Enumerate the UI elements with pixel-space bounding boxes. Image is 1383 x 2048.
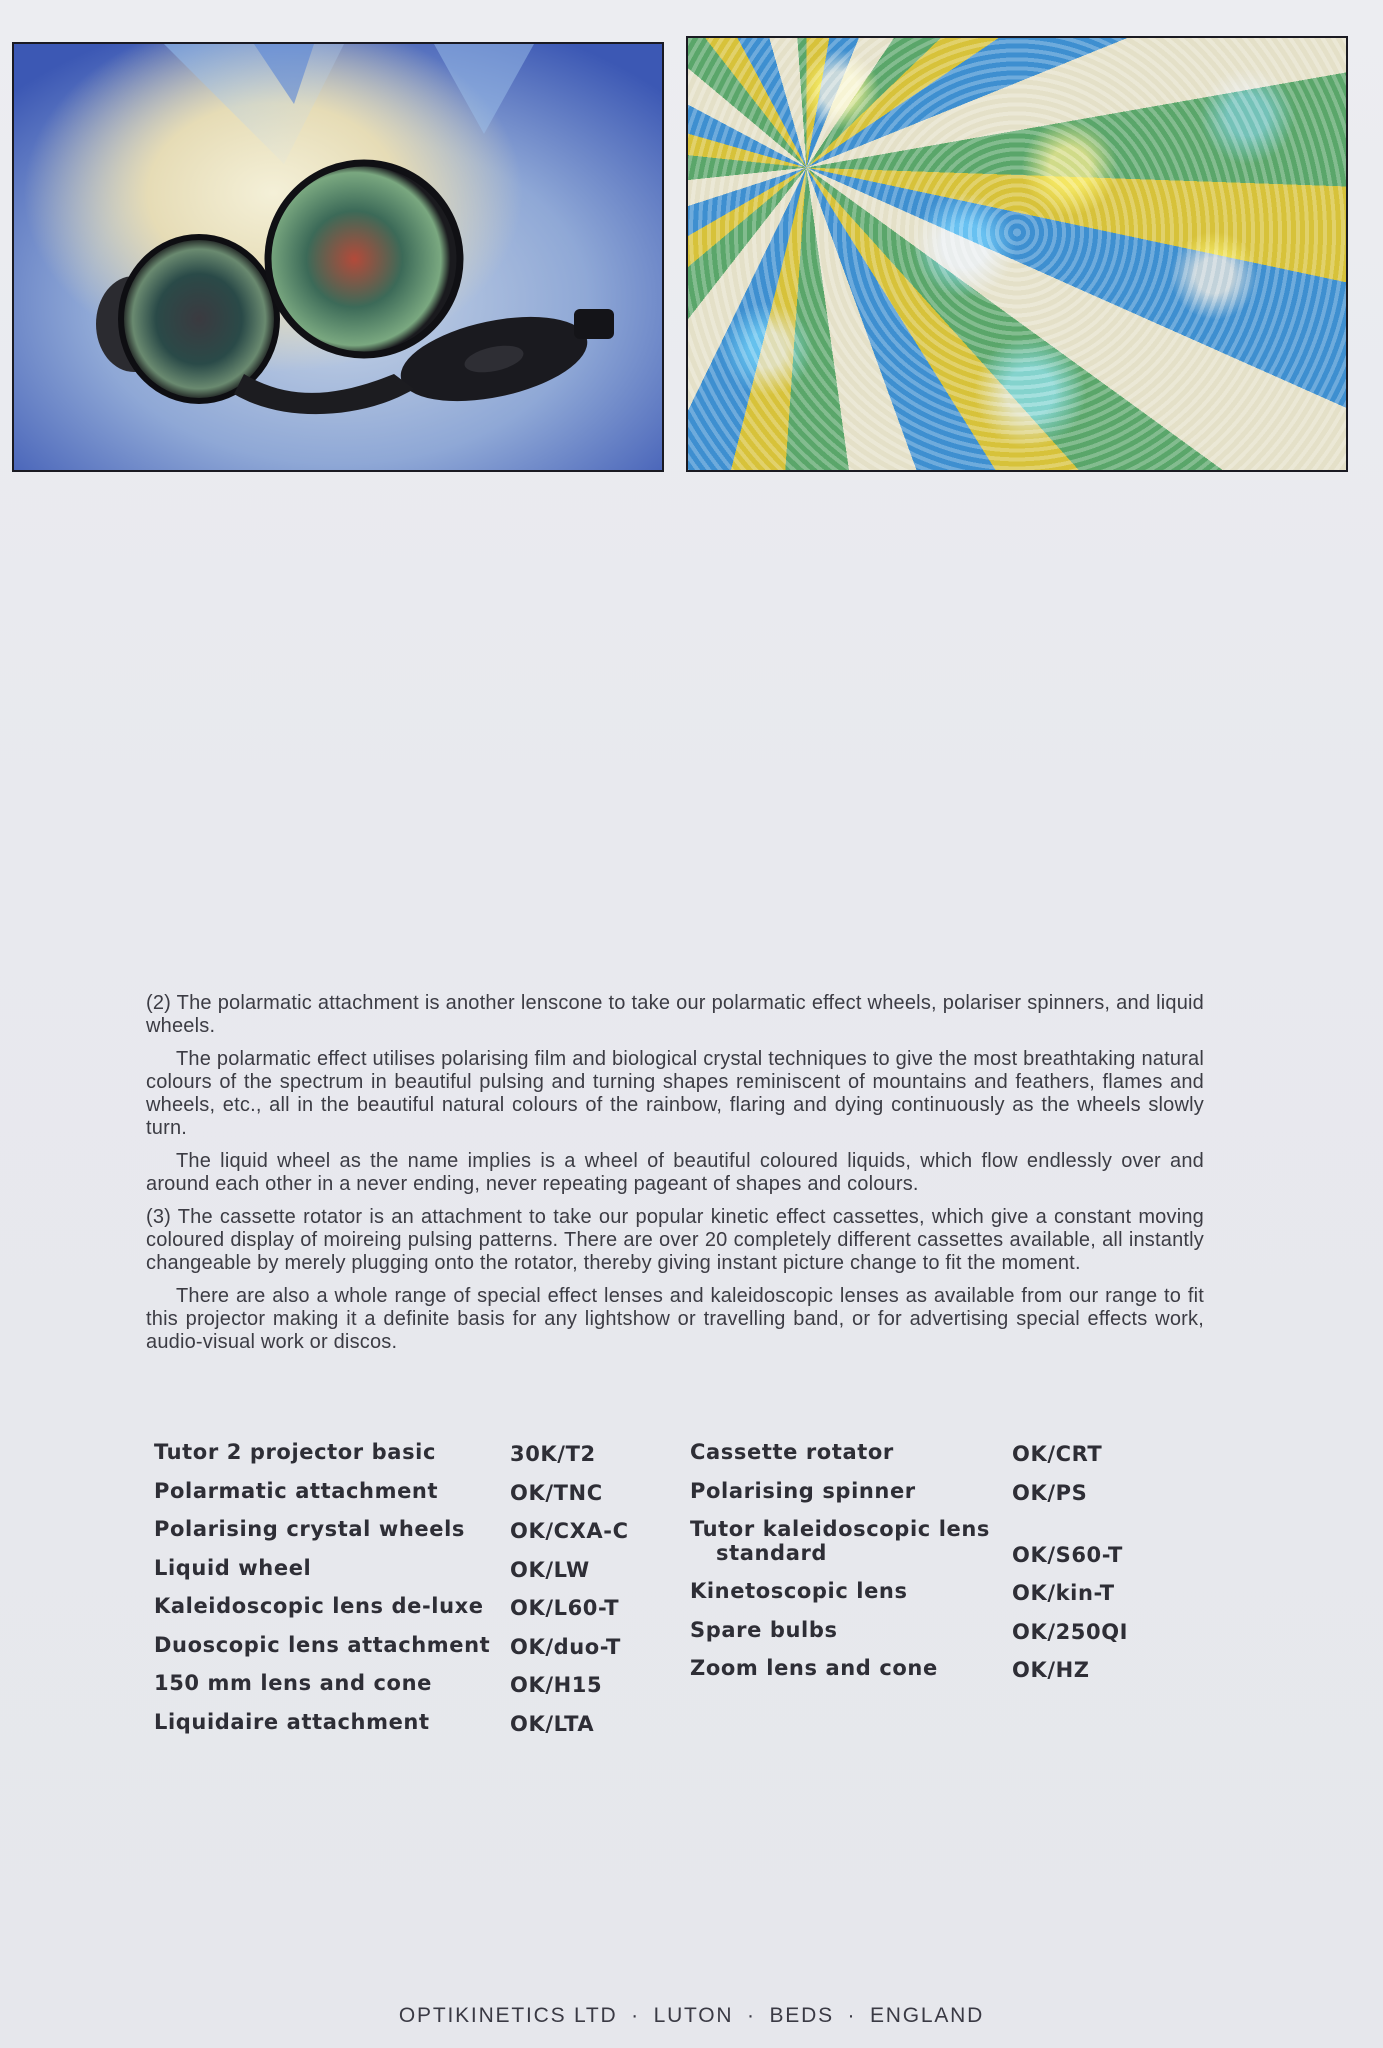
description-text: [146, 992, 1204, 1364]
item-code: OK/duo-T: [510, 1634, 621, 1659]
special-lenses-paragraph: There are also a whole range of special effect lenses and kaleidoscopic lenses as available from our range to fit this projector making it a definite basis for any lightshow or travelling band, or for advertising special effects work, audio-visual work or discos.: [146, 1285, 1204, 1353]
item-name: Polarmatic attachment: [154, 1478, 439, 1503]
list-item: [690, 1579, 1190, 1618]
company-county: BEDS: [769, 2004, 834, 2027]
company-town: LUTON: [653, 2004, 734, 2027]
item-name: Zoom lens and cone: [690, 1656, 938, 1680]
item-name: Kinetoscopic lens: [690, 1579, 908, 1603]
item-name: Liquid wheel: [154, 1555, 312, 1580]
company-name: OPTIKINETICS LTD: [398, 2004, 618, 2027]
company-country: ENGLAND: [869, 2004, 985, 2027]
wheels-illustration: [14, 44, 664, 472]
item-code: OK/HZ: [1012, 1658, 1090, 1682]
item-name-line1: Tutor kaleidoscopic lens: [690, 1517, 990, 1541]
liquid-wheel-paragraph: The liquid wheel as the name implies is a wheel of beautiful coloured liquids, which flow endlessly over and around each other in a never ending, never repeating pageant of shapes and colours.: [146, 1150, 1204, 1195]
item-code: OK/S60-T: [1012, 1543, 1123, 1567]
item-code: OK/CRT: [1012, 1442, 1103, 1466]
item-name: [690, 1517, 1040, 1565]
polarmatic-wheels-photo: [12, 42, 664, 472]
list-item: [154, 1633, 674, 1672]
item-code: OK/250QI: [1012, 1619, 1129, 1644]
list-item: [154, 1517, 674, 1556]
item-name: Polarising spinner: [690, 1478, 916, 1503]
list-item: [154, 1479, 674, 1518]
footer-separator: ·: [747, 2004, 756, 2027]
price-list-left: [154, 1440, 674, 1748]
price-list-right: [690, 1440, 1190, 1695]
list-item: [690, 1479, 1190, 1518]
list-item: [690, 1618, 1190, 1657]
item-name: Kaleidoscopic lens de-luxe: [154, 1594, 484, 1618]
item-name: Duoscopic lens attachment: [154, 1632, 491, 1657]
item-code: OK/CXA-C: [510, 1519, 629, 1543]
footer-separator: ·: [847, 2004, 857, 2027]
item-code: OK/L60-T: [510, 1596, 620, 1620]
item-code: OK/kin-T: [1012, 1581, 1115, 1605]
item-name: Spare bulbs: [690, 1617, 838, 1642]
list-item: [154, 1594, 674, 1633]
item-name: Tutor 2 projector basic: [154, 1440, 437, 1464]
item-code: OK/TNC: [510, 1480, 603, 1505]
list-item: [154, 1440, 674, 1479]
list-item: [154, 1710, 674, 1749]
item-code: OK/H15: [510, 1673, 603, 1697]
item-name: 150 mm lens and cone: [154, 1671, 432, 1695]
list-item: [690, 1440, 1190, 1479]
cassette-rotator-paragraph: (3) The cassette rotator is an attachment to take our popular kinetic effect cassettes, which give a constant moving coloured display of moireing pulsing patterns. There are over 20 completely different cassettes available, all instantly changeable by merely plugging onto the rotator, thereby giving instant picture change to fit the moment.: [146, 1206, 1204, 1274]
item-code: 30K/T2: [510, 1442, 596, 1466]
company-footer: [0, 2004, 1383, 2028]
item-code: OK/LTA: [510, 1711, 595, 1736]
item-name: Cassette rotator: [690, 1440, 894, 1464]
footer-separator: ·: [631, 2004, 640, 2027]
list-item: [690, 1517, 1190, 1579]
item-name-line2: standard: [716, 1541, 828, 1565]
item-name: Liquidaire attachment: [154, 1709, 430, 1734]
polarmatic-effect-paragraph: The polarmatic effect utilises polarising film and biological crystal techniques to give the most breathtaking natural colours of the spectrum in beautiful pulsing and turning shapes reminiscent of mountains and feathers, flames and wheels, etc., all in the beautiful natural colours of the rainbow, flaring and dying continuously as the wheels slowly turn.: [146, 1048, 1204, 1139]
item-name: Polarising crystal wheels: [154, 1517, 465, 1541]
list-item: [154, 1671, 674, 1710]
list-item: [154, 1556, 674, 1595]
item-code: OK/PS: [1012, 1480, 1088, 1505]
item-code: OK/LW: [510, 1557, 590, 1582]
polarmatic-paragraph: (2) The polarmatic attachment is another lenscone to take our polarmatic effect wheels, polariser spinners, and liquid wheels.: [146, 992, 1204, 1037]
list-item: [690, 1656, 1190, 1695]
polarised-crystal-pattern-photo: [686, 36, 1348, 472]
